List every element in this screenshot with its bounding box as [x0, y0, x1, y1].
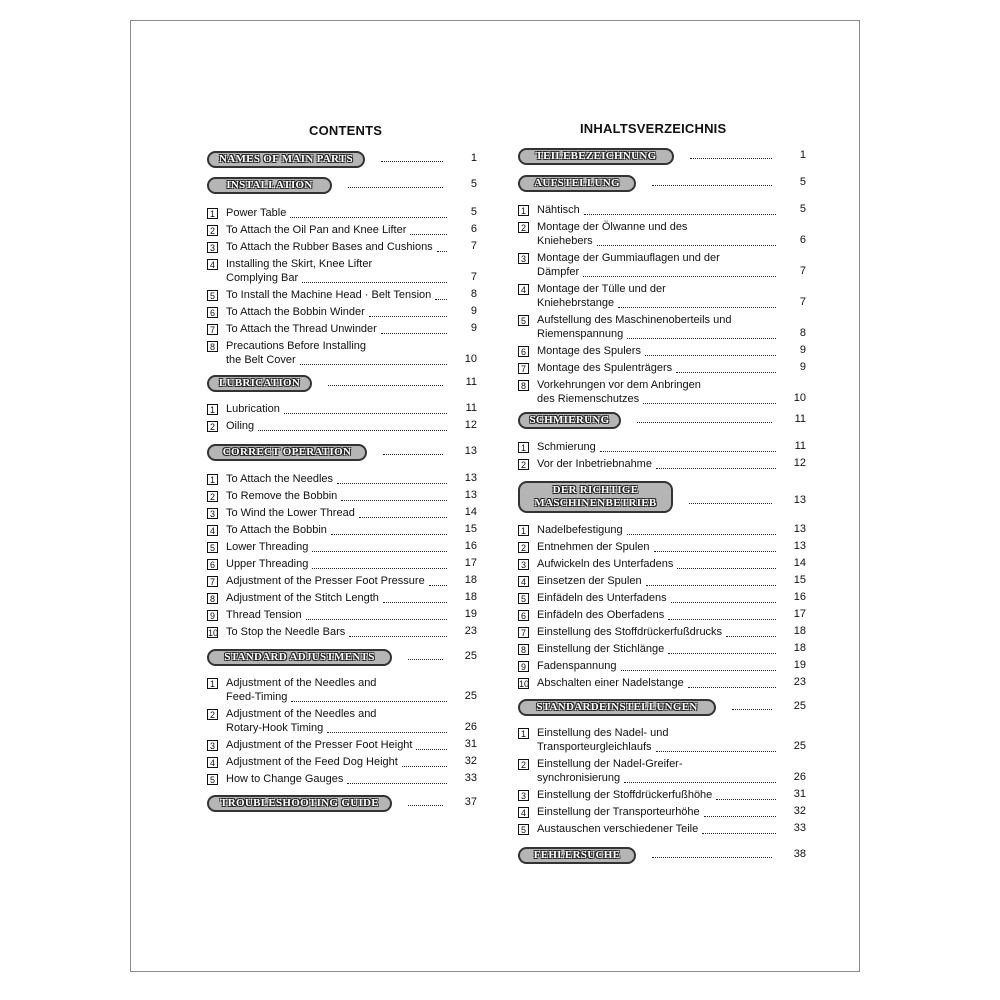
item-number-box: 1 — [207, 404, 218, 415]
item-label[interactable]: Kniehebers — [537, 235, 593, 247]
page-number: 33 — [464, 772, 477, 784]
item-label[interactable]: Entnehmen der Spulen — [537, 541, 650, 553]
item-label[interactable]: Adjustment of the Feed Dog Height — [226, 756, 398, 768]
item-number-box: 3 — [518, 790, 529, 801]
item-number-box: 10 — [208, 628, 219, 638]
dot-leader — [704, 816, 776, 817]
dot-leader — [435, 299, 447, 300]
item-label[interactable]: Nähtisch — [537, 204, 580, 216]
section-title[interactable]: AUFSTELLUNG — [518, 175, 636, 192]
page-number: 25 — [464, 650, 477, 662]
dot-leader — [671, 602, 776, 603]
item-label[interactable]: Adjustment of the Presser Foot Pressure — [226, 575, 425, 587]
dot-leader — [437, 251, 447, 252]
dot-leader — [643, 403, 776, 404]
item-number-box: 2 — [207, 709, 218, 720]
page-number: 13 — [464, 445, 477, 457]
page-number: 11 — [465, 376, 477, 388]
item-label[interactable]: To Attach the Thread Unwinder — [226, 323, 377, 335]
page-number: 9 — [799, 361, 806, 373]
item-label[interactable]: Aufwickeln des Unterfadens — [537, 558, 674, 570]
item-number-box: 7 — [207, 324, 218, 335]
page-number: 15 — [464, 523, 477, 535]
page-number: 10 — [793, 392, 806, 404]
page-number: 6 — [470, 223, 477, 235]
item-label[interactable]: Transporteurgleichlaufs — [537, 741, 652, 753]
item-number-box: 2 — [518, 459, 529, 470]
page-number: 14 — [793, 557, 806, 569]
dot-leader — [327, 732, 447, 733]
dot-leader — [668, 619, 776, 620]
item-label[interactable]: To Attach the Rubber Bases and Cushions — [226, 241, 433, 253]
item-number-box: 1 — [518, 728, 529, 739]
item-number-box: 6 — [518, 346, 529, 357]
item-label[interactable]: To Wind the Lower Thread — [226, 507, 355, 519]
page-number: 32 — [464, 755, 477, 767]
page-number: 7 — [799, 265, 806, 277]
dot-leader — [408, 805, 443, 806]
item-number-box: 9 — [207, 610, 218, 621]
item-label[interactable]: Lower Threading — [226, 541, 309, 553]
dot-leader — [341, 500, 447, 501]
item-number-box: 6 — [207, 307, 218, 318]
dot-leader — [291, 701, 447, 702]
section-title[interactable]: TEILEBEZEICHNUNG — [518, 148, 674, 165]
page-number: 9 — [470, 305, 477, 317]
item-number-box: 4 — [207, 525, 218, 536]
item-number-box: 1 — [207, 208, 218, 219]
page-number: 17 — [464, 557, 477, 569]
page-number: 16 — [793, 591, 806, 603]
item-label[interactable]: des Riemenschutzes — [537, 393, 640, 405]
page-number: 13 — [793, 494, 806, 506]
item-label[interactable]: Abschalten einer Nadelstange — [537, 677, 684, 689]
item-number-box: 3 — [518, 253, 529, 264]
item-number-box: 5 — [207, 774, 218, 785]
page-number: 1 — [470, 152, 477, 164]
dot-leader — [716, 799, 776, 800]
item-label[interactable]: Installing the Skirt, Knee Lifter — [226, 258, 373, 270]
item-label[interactable]: Adjustment of the Needles and — [226, 677, 377, 689]
dot-leader — [410, 234, 447, 235]
section-title[interactable]: STANDARD ADJUSTMENTS — [207, 649, 392, 666]
dot-leader — [689, 503, 772, 504]
dot-leader — [600, 451, 776, 452]
dot-leader — [369, 316, 447, 317]
section-title[interactable]: INSTALLATION — [207, 177, 332, 194]
dot-leader — [312, 568, 447, 569]
item-label[interactable]: Feed-Timing — [226, 691, 288, 703]
item-label[interactable]: Einstellung der Stichlänge — [537, 643, 665, 655]
dot-leader — [726, 636, 776, 637]
item-label[interactable]: To Install the Machine Head · Belt Tension — [226, 289, 432, 301]
item-label[interactable]: Adjustment of the Presser Foot Height — [226, 739, 413, 751]
item-label[interactable]: Einsetzen der Spulen — [537, 575, 642, 587]
dot-leader — [258, 430, 447, 431]
item-number-box: 5 — [518, 593, 529, 604]
page-number: 19 — [793, 659, 806, 671]
item-label[interactable]: Schmierung — [537, 441, 596, 453]
item-label[interactable]: Einfädeln des Unterfadens — [537, 592, 667, 604]
item-number-box: 2 — [518, 542, 529, 553]
dot-leader — [381, 333, 447, 334]
item-number-box: 5 — [207, 290, 218, 301]
contents-heading: CONTENTS — [309, 123, 383, 138]
item-number-box: 1 — [518, 525, 529, 536]
dot-leader — [732, 709, 772, 710]
dot-leader — [627, 338, 776, 339]
page-number: 23 — [464, 625, 477, 637]
dot-leader — [416, 749, 447, 750]
page-number: 8 — [799, 327, 806, 339]
item-number-box: 6 — [518, 610, 529, 621]
page-number: 5 — [799, 176, 806, 188]
dot-leader — [302, 282, 447, 283]
item-number-box: 2 — [207, 225, 218, 236]
item-number-box: 8 — [207, 593, 218, 604]
page-number: 25 — [793, 700, 806, 712]
item-label[interactable]: Vorkehrungen vor dem Anbringen — [537, 379, 701, 391]
dot-leader — [702, 833, 776, 834]
item-number-box: 2 — [207, 491, 218, 502]
dot-leader — [676, 372, 776, 373]
item-label[interactable]: Montage der Gummiauflagen und der — [537, 252, 720, 264]
document-page — [130, 20, 860, 972]
item-number-box: 4 — [518, 576, 529, 587]
item-number-box: 1 — [518, 205, 529, 216]
dot-leader — [328, 385, 443, 386]
section-title[interactable]: STANDARDEINSTELLUNGEN — [518, 699, 716, 716]
item-label[interactable]: the Belt Cover — [226, 354, 296, 366]
item-number-box: 5 — [518, 824, 529, 835]
section-title[interactable]: LUBRICATION — [207, 375, 312, 392]
page-number: 18 — [464, 574, 477, 586]
page-number: 5 — [470, 206, 477, 218]
page-number: 9 — [799, 344, 806, 356]
dot-leader — [637, 422, 772, 423]
item-number-box: 4 — [518, 284, 529, 295]
page-number: 13 — [464, 489, 477, 501]
dot-leader — [306, 619, 447, 620]
dot-leader — [618, 307, 776, 308]
item-label[interactable]: To Attach the Bobbin Winder — [226, 306, 365, 318]
dot-leader — [312, 551, 447, 552]
page-number: 19 — [464, 608, 477, 620]
item-number-box: 1 — [207, 474, 218, 485]
dot-leader — [654, 551, 776, 552]
dot-leader — [668, 653, 776, 654]
item-number-box: 8 — [518, 380, 529, 391]
item-label[interactable]: Montage der Ölwanne und des — [537, 221, 688, 233]
dot-leader — [331, 534, 447, 535]
item-number-box: 8 — [518, 644, 529, 655]
item-label[interactable]: Riemenspannung — [537, 328, 624, 340]
section-title-line: DER RICHTIGE — [552, 484, 639, 496]
item-number-box: 5 — [518, 315, 529, 326]
item-label[interactable]: Montage des Spulenträgers — [537, 362, 673, 374]
dot-leader — [284, 413, 447, 414]
item-label[interactable]: Oiling — [226, 420, 255, 432]
dot-leader — [597, 245, 776, 246]
page-number: 18 — [464, 591, 477, 603]
page-number: 11 — [794, 440, 806, 452]
page-number: 23 — [793, 676, 806, 688]
item-label[interactable]: Upper Threading — [226, 558, 309, 570]
item-number-box: 3 — [207, 508, 218, 519]
item-number-box: 1 — [207, 678, 218, 689]
page-number: 14 — [464, 506, 477, 518]
item-number-box: 8 — [207, 341, 218, 352]
item-label[interactable]: Montage des Spulers — [537, 345, 641, 357]
dot-leader — [349, 636, 447, 637]
dot-leader — [348, 187, 443, 188]
section-title[interactable]: NAMES OF MAIN PARTS — [207, 151, 365, 168]
page-number: 5 — [470, 178, 477, 190]
dot-leader — [584, 214, 776, 215]
page-number: 10 — [464, 353, 477, 365]
item-label[interactable]: synchronisierung — [537, 772, 621, 784]
dot-leader — [656, 751, 776, 752]
item-label[interactable]: To Attach the Bobbin — [226, 524, 327, 536]
section-title[interactable]: TROUBLESHOOTING GUIDE — [207, 795, 392, 812]
item-number-box: 3 — [518, 559, 529, 570]
item-number-box: 7 — [518, 363, 529, 374]
item-number-box: 2 — [518, 222, 529, 233]
page-number: 7 — [470, 240, 477, 252]
item-number-box: 3 — [207, 740, 218, 751]
item-number-box: 2 — [518, 759, 529, 770]
page-number: 7 — [799, 296, 806, 308]
item-label[interactable]: To Remove the Bobbin — [226, 490, 338, 502]
item-label[interactable]: Einfädeln des Oberfadens — [537, 609, 665, 621]
page-number: 13 — [793, 540, 806, 552]
item-label[interactable]: Power Table — [226, 207, 287, 219]
page-number: 25 — [464, 690, 477, 702]
item-label[interactable]: Complying Bar — [226, 272, 299, 284]
page-number: 13 — [793, 523, 806, 535]
dot-leader — [359, 517, 447, 518]
dot-leader — [408, 659, 443, 660]
item-label[interactable]: Einstellung der Stoffdrückerfußhöhe — [537, 789, 713, 801]
item-label[interactable]: How to Change Gauges — [226, 773, 344, 785]
dot-leader — [300, 364, 447, 365]
item-number-box: 2 — [207, 421, 218, 432]
item-label[interactable]: Einstellung der Nadel-Greifer- — [537, 758, 683, 770]
page-number: 31 — [793, 788, 806, 800]
item-label[interactable]: Einstellung des Stoffdrückerfußdrucks — [537, 626, 723, 638]
item-label[interactable]: To Attach the Needles — [226, 473, 334, 485]
dot-leader — [646, 585, 776, 586]
item-number-box: 3 — [207, 242, 218, 253]
dot-leader — [583, 276, 776, 277]
section-title[interactable]: SCHMIERUNG — [518, 412, 621, 429]
page-number: 15 — [793, 574, 806, 586]
inhaltsverzeichnis-heading: INHALTSVERZEICHNIS — [580, 121, 727, 136]
item-number-box: 7 — [207, 576, 218, 587]
item-label[interactable]: Austauschen verschiedener Teile — [537, 823, 699, 835]
page-number: 25 — [793, 740, 806, 752]
item-label[interactable]: To Stop the Needle Bars — [226, 626, 346, 638]
item-number-box: 10 — [519, 679, 530, 689]
dot-leader — [337, 483, 447, 484]
item-label[interactable]: Einstellung des Nadel- und — [537, 727, 669, 739]
dot-leader — [688, 687, 776, 688]
page-number: 38 — [793, 848, 806, 860]
page-number: 12 — [793, 457, 806, 469]
dot-leader — [381, 161, 443, 162]
item-label[interactable]: Nadelbefestigung — [537, 524, 623, 536]
page-number: 12 — [464, 419, 477, 431]
item-label[interactable]: Aufstellung des Maschinenoberteils und — [537, 314, 732, 326]
dot-leader — [652, 185, 772, 186]
dot-leader — [383, 454, 443, 455]
dot-leader — [656, 468, 776, 469]
dot-leader — [402, 766, 447, 767]
page-number: 7 — [470, 271, 477, 283]
item-label[interactable]: Precautions Before Installing — [226, 340, 367, 352]
dot-leader — [677, 568, 776, 569]
page-number: 6 — [799, 234, 806, 246]
item-label[interactable]: Adjustment of the Stitch Length — [226, 592, 379, 604]
item-label[interactable]: Fadenspannung — [537, 660, 617, 672]
dot-leader — [621, 670, 776, 671]
page-number: 9 — [470, 322, 477, 334]
item-number-box: 4 — [207, 757, 218, 768]
dot-leader — [690, 158, 772, 159]
dot-leader — [627, 534, 776, 535]
page-number: 11 — [465, 402, 477, 414]
dot-leader — [347, 783, 447, 784]
item-number-box: 9 — [518, 661, 529, 672]
page-number: 1 — [799, 149, 806, 161]
item-label[interactable]: Kniehebrstange — [537, 297, 615, 309]
item-label[interactable]: Montage der Tülle und der — [537, 283, 666, 295]
item-number-box: 4 — [207, 259, 218, 270]
item-label[interactable]: To Attach the Oil Pan and Knee Lifter — [226, 224, 407, 236]
item-number-box: 4 — [518, 807, 529, 818]
section-title-line: MASCHINENBETRIEB — [534, 497, 657, 509]
page-number: 18 — [793, 642, 806, 654]
item-label[interactable]: Vor der Inbetriebnahme — [537, 458, 652, 470]
item-label[interactable]: Dämpfer — [537, 266, 580, 278]
page-number: 33 — [793, 822, 806, 834]
item-label[interactable]: Rotary-Hook Timing — [226, 722, 324, 734]
page-number: 8 — [470, 288, 477, 300]
page-number: 17 — [793, 608, 806, 620]
section-title[interactable]: FEHLERSUCHE — [518, 847, 636, 864]
dot-leader — [290, 217, 447, 218]
page-number: 5 — [799, 203, 806, 215]
page-number: 18 — [793, 625, 806, 637]
item-label[interactable]: Adjustment of the Needles and — [226, 708, 377, 720]
page-number: 26 — [464, 721, 477, 733]
item-label[interactable]: Thread Tension — [226, 609, 302, 621]
page-number: 26 — [793, 771, 806, 783]
item-number-box: 5 — [207, 542, 218, 553]
dot-leader — [652, 857, 772, 858]
page-number: 16 — [464, 540, 477, 552]
item-label[interactable]: Lubrication — [226, 403, 280, 415]
item-number-box: 6 — [207, 559, 218, 570]
dot-leader — [624, 782, 776, 783]
item-label[interactable]: Einstellung der Transporteurhöhe — [537, 806, 700, 818]
dot-leader — [645, 355, 776, 356]
section-title[interactable] — [518, 481, 673, 513]
page-number: 31 — [464, 738, 477, 750]
page-number: 37 — [464, 796, 477, 808]
page-number: 11 — [794, 413, 806, 425]
dot-leader — [383, 602, 447, 603]
item-number-box: 1 — [518, 442, 529, 453]
page-number: 13 — [464, 472, 477, 484]
section-title[interactable]: CORRECT OPERATION — [207, 444, 367, 461]
page-number: 32 — [793, 805, 806, 817]
item-number-box: 7 — [518, 627, 529, 638]
dot-leader — [429, 585, 447, 586]
